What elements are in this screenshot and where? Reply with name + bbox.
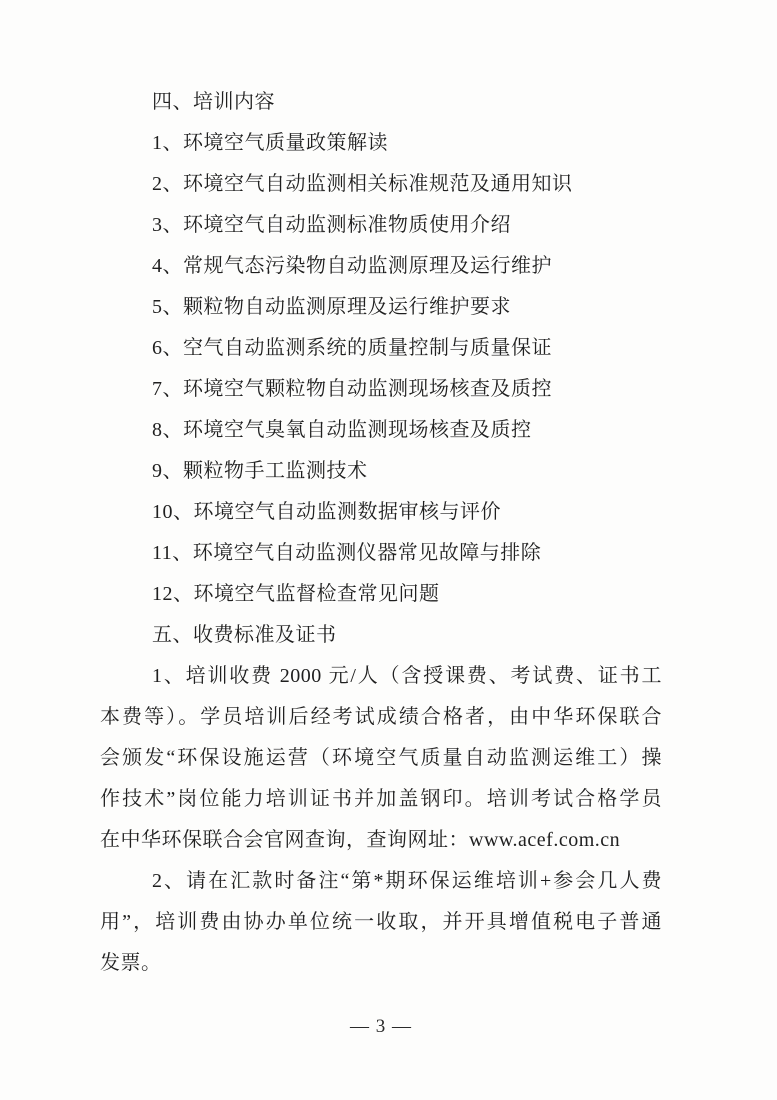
paragraph-line: 用”，培训费由协办单位统一收取，并开具增值税电子普通 xyxy=(100,911,662,933)
list-item: 9、颗粒物手工监测技术 xyxy=(152,460,368,482)
paragraph-line: 1、培训收费 2000 元/人（含授课费、考试费、证书工 xyxy=(152,665,662,687)
list-item: 6、空气自动监测系统的质量控制与质量保证 xyxy=(152,337,552,359)
list-item: 10、环境空气自动监测数据审核与评价 xyxy=(152,501,501,523)
list-item: 12、环境空气监督检查常见问题 xyxy=(152,583,440,605)
list-item: 1、环境空气质量政策解读 xyxy=(152,132,388,154)
list-item: 2、环境空气自动监测相关标准规范及通用知识 xyxy=(152,173,573,195)
list-item: 8、环境空气臭氧自动监测现场核查及质控 xyxy=(152,419,532,441)
paragraph-line: 会颁发“环保设施运营（环境空气质量自动监测运维工）操 xyxy=(100,747,662,769)
paragraph-line: 在中华环保联合会官网查询，查询网址：www.acef.com.cn xyxy=(100,829,621,851)
paragraph-line: 本费等）。学员培训后经考试成绩合格者，由中华环保联合 xyxy=(100,706,662,728)
list-item: 3、环境空气自动监测标准物质使用介绍 xyxy=(152,214,511,236)
list-item: 7、环境空气颗粒物自动监测现场核查及质控 xyxy=(152,378,552,400)
page-number: — 3 — xyxy=(350,1016,412,1037)
section-heading-fees-certificate: 五、收费标准及证书 xyxy=(152,624,337,646)
paragraph-line: 发票。 xyxy=(100,952,162,974)
list-item: 5、颗粒物自动监测原理及运行维护要求 xyxy=(152,296,511,318)
section-heading-training-content: 四、培训内容 xyxy=(152,91,275,113)
list-item: 4、常规气态污染物自动监测原理及运行维护 xyxy=(152,255,552,277)
paragraph-line: 作技术”岗位能力培训证书并加盖钢印。培训考试合格学员 xyxy=(100,788,662,810)
paragraph-line: 2、请在汇款时备注“第*期环保运维培训+参会几人费 xyxy=(152,870,662,892)
document-content xyxy=(100,82,662,1047)
list-item: 11、环境空气自动监测仪器常见故障与排除 xyxy=(152,542,542,564)
